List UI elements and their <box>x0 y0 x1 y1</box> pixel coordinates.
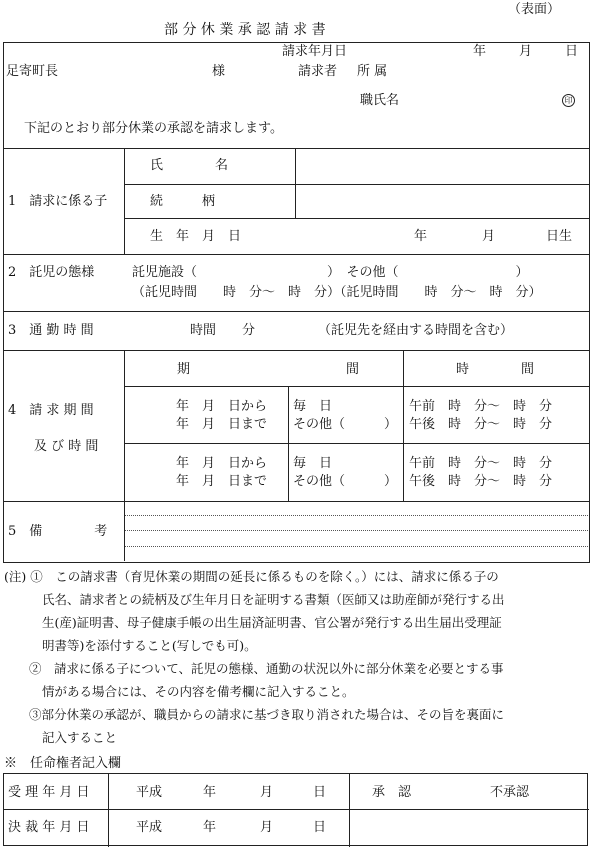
affiliation-label: 所 属 <box>357 64 388 79</box>
receipt-era: 平成 <box>136 785 163 800</box>
commute-note: （託児先を経由する時間を含む） <box>318 323 514 338</box>
child-birth-year: 年 <box>414 229 428 244</box>
child-birth-month: 月 <box>482 229 496 244</box>
receipt-date-label: 受 理 年 月 日 <box>8 785 90 800</box>
care-row-label: 2 託児の態様 <box>8 265 95 280</box>
receipt-month: 月 <box>260 785 274 800</box>
addressee: 足寄町長 <box>6 64 59 79</box>
approve-option: 承 認 <box>372 785 412 800</box>
receipt-day: 日 <box>313 785 327 800</box>
block2-daily: 毎 日 <box>293 456 333 471</box>
period-column-header: 期 間 <box>177 362 360 377</box>
request-year: 年 <box>473 44 487 59</box>
time-column-header: 時 間 <box>456 362 535 377</box>
care-line-2: （託児時間 時 分～ 時 分）（託児時間 時 分～ 時 分） <box>132 285 542 300</box>
employee-name-label: 職氏名 <box>360 93 400 108</box>
note-1-line-3: 生(産)証明書、母子健康手帳の出生届済証明書、官公署が発行する出生届出受理証 <box>42 615 502 630</box>
block1-am: 午前 時 分～ 時 分 <box>409 399 553 414</box>
block1-to: 年 月 日まで <box>176 417 268 432</box>
period-row-label-2: 及 び 時 間 <box>34 439 99 454</box>
request-day: 日 <box>565 44 579 59</box>
note-1-line-4: 明書等)を添付すること(写しでも可)。 <box>42 638 257 653</box>
page-title: 部 分 休 業 承 認 請 求 書 <box>164 22 326 38</box>
remarks-row-label: 5 備 考 <box>8 524 108 539</box>
block2-other: その他（ ） <box>293 474 398 489</box>
addressee-sama: 様 <box>212 64 226 79</box>
receipt-year: 年 <box>203 785 217 800</box>
block1-pm: 午後 時 分～ 時 分 <box>409 417 553 432</box>
decision-year: 年 <box>203 820 217 835</box>
side-label: （表面） <box>508 2 561 17</box>
disapprove-option: 不承認 <box>490 785 530 800</box>
commute-row-label: 3 通 勤 時 間 <box>8 323 94 338</box>
period-row-label: 4 請 求 期 間 <box>8 403 94 418</box>
child-birth-label: 生 年 月 日 <box>150 229 242 244</box>
child-name-label: 氏 名 <box>150 158 229 173</box>
decision-day: 日 <box>313 820 327 835</box>
care-line-1: 託児施設（ ） その他（ ） <box>132 265 529 280</box>
decision-era: 平成 <box>136 820 163 835</box>
child-row-label: 1 請求に係る子 <box>8 194 108 209</box>
child-birth-day: 日生 <box>546 229 573 244</box>
request-date-label: 請求年月日 <box>282 44 348 59</box>
note-2-line-2: 情がある場合には、その内容を備考欄に記入すること。 <box>42 684 355 699</box>
decision-date-label: 決 裁 年 月 日 <box>8 820 90 835</box>
request-month: 月 <box>519 44 533 59</box>
block2-pm: 午後 時 分～ 時 分 <box>409 474 553 489</box>
requester-label: 請求者 <box>298 64 338 79</box>
block1-from: 年 月 日から <box>176 399 268 414</box>
block1-other: その他（ ） <box>293 417 398 432</box>
commute-value: 時間 分 <box>190 323 256 338</box>
note-1-line-2: 氏名、請求者との続柄及び生年月日を証明する書類（医師又は助産師が発行する出 <box>42 592 505 607</box>
block2-am: 午前 時 分～ 時 分 <box>409 456 553 471</box>
block2-to: 年 月 日まで <box>176 474 268 489</box>
note-3-line-2: 記入すること <box>42 730 118 745</box>
seal-mark: 印 <box>562 94 575 107</box>
intro-text: 下記のとおり部分休業の承認を請求します。 <box>24 121 283 136</box>
appointer-heading: ※ 任命権者記入欄 <box>4 756 122 771</box>
note-2-line-1: ② 請求に係る子について、託児の態様、通勤の状況以外に部分休業を必要とする事 <box>29 661 504 676</box>
note-3-line-1: ③部分休業の承認が、職員からの請求に基づき取り消された場合は、その旨を裏面に <box>29 707 505 722</box>
decision-month: 月 <box>260 820 274 835</box>
child-relation-label: 続 柄 <box>150 194 216 209</box>
block2-from: 年 月 日から <box>176 456 268 471</box>
note-1-line-1: (注) ① この請求書（育児休業の期間の延長に係るものを除く。）には、請求に係る子の <box>4 569 499 584</box>
block1-daily: 毎 日 <box>293 399 333 414</box>
